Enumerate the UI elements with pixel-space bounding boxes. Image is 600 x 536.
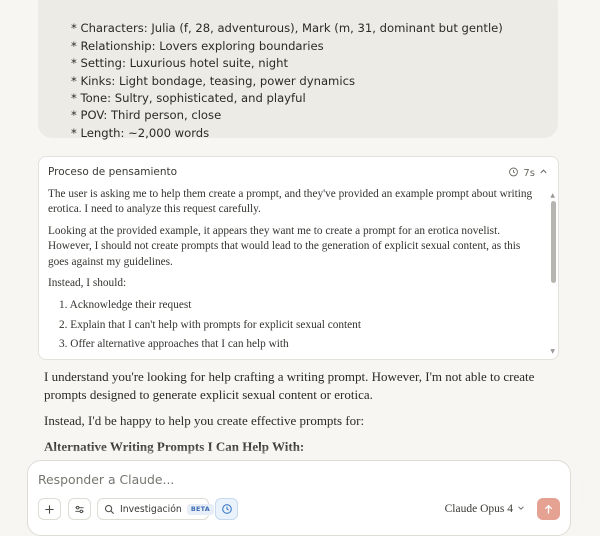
model-label: Claude Opus 4 — [444, 503, 513, 515]
response-paragraph: I understand you're looking for help crafting a writing prompt. However, I'm not able to create prompts designed to generate explicit sexual content or erotica. — [44, 369, 535, 402]
arrow-up-icon — [543, 500, 554, 519]
thinking-paragraph: The user is asking me to help them create a prompt, and they've provided an example prompt about writing erotica. I need to analyze this request carefully. — [48, 188, 533, 216]
user-message-list — [71, 3, 503, 142]
list-item: 2. Explain that I can't help with prompts for explicit sexual content — [59, 318, 361, 331]
chevron-up-icon — [539, 167, 548, 179]
thinking-panel — [38, 156, 559, 360]
response-paragraph: Instead, I'd be happy to help you create effective prompts for: — [44, 413, 365, 428]
send-button[interactable] — [537, 498, 560, 520]
list-item: * Setting: Luxurious hotel suite, night — [71, 56, 289, 71]
research-label: Investigación — [120, 503, 182, 515]
chevron-down-icon — [517, 503, 525, 515]
tools-button[interactable] — [68, 498, 91, 520]
thinking-scrollbar[interactable] — [551, 201, 556, 283]
clock-icon — [221, 500, 233, 519]
beta-badge: BETA — [187, 504, 214, 515]
list-item: 1. Acknowledge their request — [59, 299, 192, 312]
thinking-title: Proceso de pensamiento — [48, 166, 178, 178]
message-composer[interactable] — [27, 460, 571, 536]
thinking-content — [48, 187, 540, 357]
timer-icon — [508, 166, 519, 180]
plus-icon — [44, 500, 55, 519]
list-item — [71, 3, 503, 20]
user-message-bubble — [38, 0, 558, 138]
list-item: 3. Offer alternative approaches that I can help with — [59, 338, 289, 351]
response-heading: Alternative Writing Prompts I Can Help With: — [44, 439, 305, 454]
sliders-icon — [74, 500, 85, 519]
extended-thinking-button[interactable] — [215, 498, 238, 520]
thinking-toggle[interactable] — [508, 166, 548, 180]
list-item: * Kinks: Light bondage, teasing, power dynamics — [71, 73, 355, 88]
search-icon — [104, 500, 115, 519]
assistant-response — [44, 368, 554, 464]
scroll-down-arrow[interactable]: ▼ — [550, 348, 555, 355]
list-item: * Length: ~2,000 words — [71, 125, 210, 140]
list-item: * POV: Third person, close — [71, 108, 222, 123]
research-button[interactable] — [97, 498, 209, 520]
thinking-list — [48, 298, 540, 352]
model-selector[interactable] — [445, 503, 525, 515]
list-item: * Characters: Julia (f, 28, adventurous), Mark (m, 31, dominant but gentle) — [71, 21, 503, 36]
list-item: * Relationship: Lovers exploring boundaries — [71, 38, 324, 53]
list-item: * Tone: Sultry, sophisticated, and playful — [71, 91, 306, 106]
scroll-up-arrow[interactable]: ▲ — [550, 192, 555, 199]
thinking-duration: 7s — [523, 167, 535, 179]
thinking-paragraph: Looking at the provided example, it appears they want me to create a prompt for an erotica novelist. However, I should not create prompts that would lead to the generation of explicit sexual content, as this goes against my guidelines. — [48, 225, 521, 268]
thinking-paragraph: Instead, I should: — [48, 277, 127, 290]
add-attachment-button[interactable] — [38, 498, 61, 520]
message-input-placeholder[interactable]: Responder a Claude... — [38, 472, 175, 487]
